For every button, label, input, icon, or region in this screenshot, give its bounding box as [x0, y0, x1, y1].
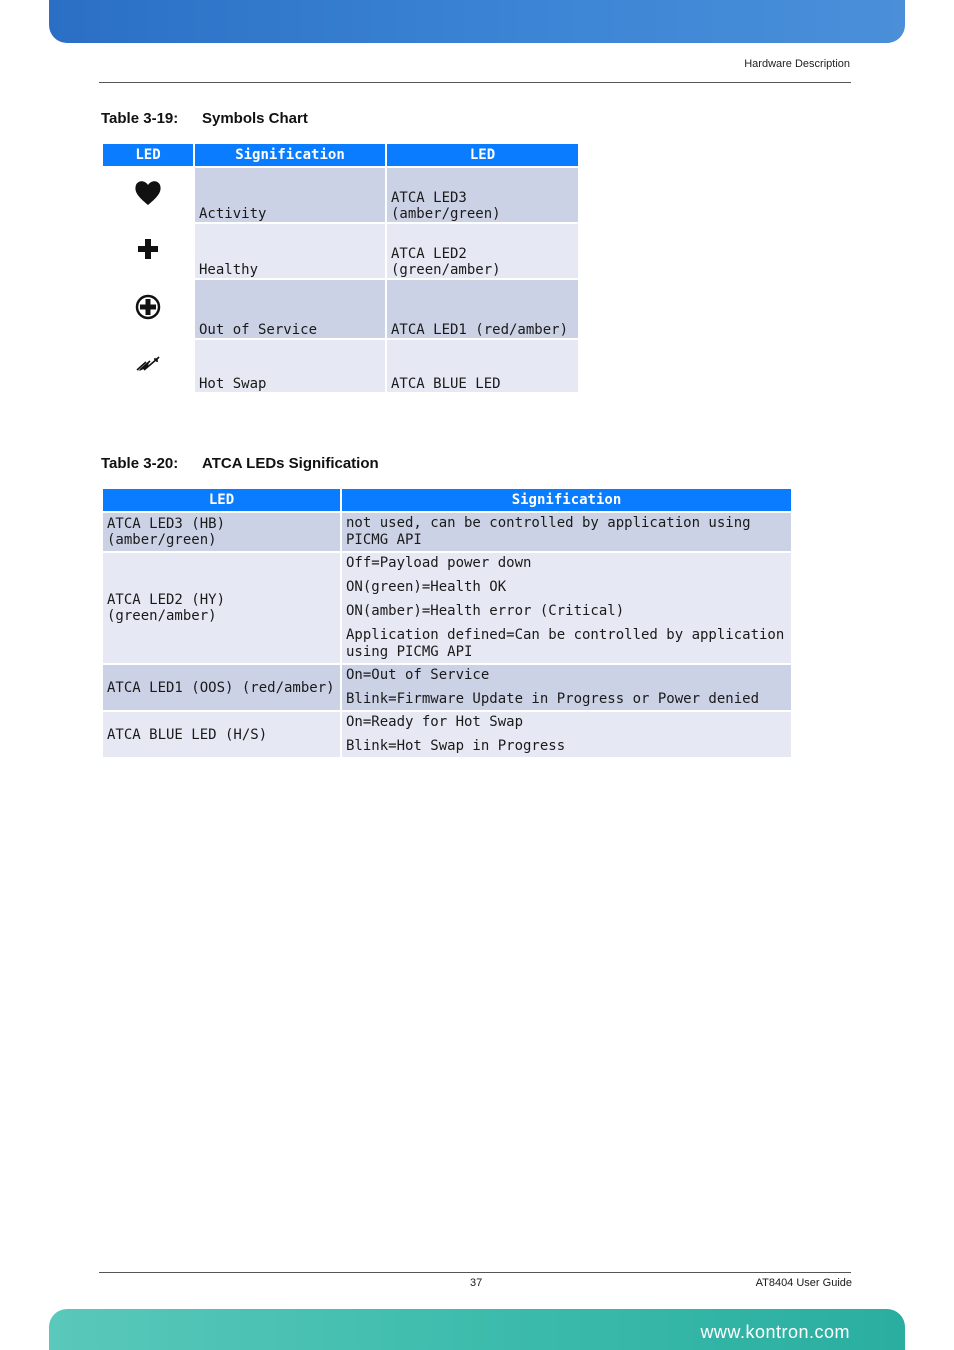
led-cell: ATCA LED3 (amber/green)	[387, 168, 578, 222]
table-row	[103, 280, 578, 338]
table2-title: ATCA LEDs Signification	[202, 455, 379, 472]
signification-line: Off=Payload power down	[346, 555, 532, 571]
signification-cell: Activity	[195, 168, 385, 222]
plus-icon	[103, 224, 193, 278]
signification-cell: Hot Swap	[195, 340, 385, 392]
table1-number: Table 3-19:	[101, 110, 179, 127]
table-row	[103, 168, 578, 222]
signification-cell	[342, 513, 791, 551]
signification-cell	[342, 712, 791, 757]
table2-number: Table 3-20:	[101, 455, 179, 472]
signification-cell	[342, 553, 791, 663]
website-link[interactable]: www.kontron.com	[700, 1322, 850, 1342]
led-cell: ATCA BLUE LED	[387, 340, 578, 392]
signification-line: Blink=Firmware Update in Progress or Power denied	[346, 691, 760, 707]
led-cell: ATCA LED2 (HY) (green/amber)	[103, 553, 340, 663]
signification-line: On=Out of Service	[346, 667, 490, 683]
hot-swap-icon	[103, 340, 193, 392]
signification-line: Application defined=Can be controlled by application using PICMG API	[346, 627, 785, 660]
table-row	[103, 224, 578, 278]
circled-plus-icon	[103, 280, 193, 338]
signification-line: ON(amber)=Health error (Critical)	[346, 603, 625, 619]
led-cell: ATCA LED1 (red/amber)	[387, 280, 578, 338]
led-cell: ATCA BLUE LED (H/S)	[103, 712, 340, 757]
header-rule	[99, 82, 851, 83]
table-row	[103, 665, 791, 710]
signification-line: Blink=Hot Swap in Progress	[346, 738, 566, 754]
page-number: 37	[470, 1277, 483, 1289]
section-header: Hardware Description	[744, 58, 850, 70]
table-row	[103, 553, 791, 663]
col-header-signification: Signification	[342, 489, 791, 511]
col-header-led-name: LED	[387, 144, 578, 166]
table1-title: Symbols Chart	[202, 110, 308, 127]
table2-caption	[101, 455, 379, 472]
signification-line: On=Ready for Hot Swap	[346, 714, 524, 730]
footer-rule	[99, 1272, 851, 1273]
guide-title: AT8404 User Guide	[755, 1277, 852, 1289]
table-row	[103, 712, 791, 757]
heart-icon	[103, 168, 193, 222]
signification-cell	[342, 665, 791, 710]
table-row	[103, 340, 578, 392]
top-banner	[49, 0, 905, 43]
symbols-chart-table	[101, 142, 580, 394]
signification-line: not used, can be controlled by application using PICMG API	[346, 515, 751, 548]
signification-cell: Healthy	[195, 224, 385, 278]
table1-caption	[101, 110, 308, 127]
led-cell: ATCA LED2 (green/amber)	[387, 224, 578, 278]
col-header-led: LED	[103, 489, 340, 511]
atca-leds-table	[101, 487, 793, 759]
bottom-banner	[49, 1309, 905, 1350]
led-cell: ATCA LED1 (OOS) (red/amber)	[103, 665, 340, 710]
col-header-signification: Signification	[195, 144, 385, 166]
led-cell: ATCA LED3 (HB) (amber/green)	[103, 513, 340, 551]
signification-cell: Out of Service	[195, 280, 385, 338]
signification-line: ON(green)=Health OK	[346, 579, 507, 595]
table-row	[103, 513, 791, 551]
col-header-led: LED	[103, 144, 193, 166]
